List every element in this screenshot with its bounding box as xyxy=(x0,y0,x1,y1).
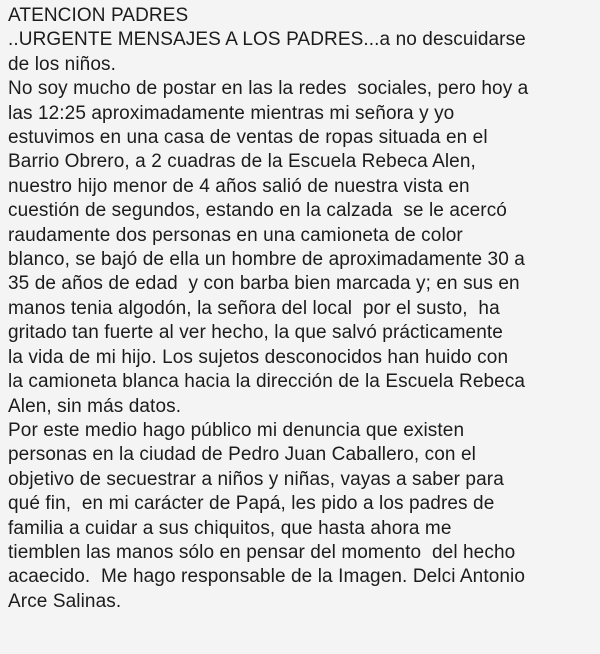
post-line: qué fin, en mi carácter de Papá, les pido a los padres de xyxy=(8,493,495,515)
post-line: tiemblen las manos sólo en pensar del momento del hecho xyxy=(8,541,516,563)
post-line: cuestión de segundos, estando en la calzada se le acercó xyxy=(8,200,507,222)
post-line: No soy mucho de postar en las la redes sociales, pero hoy a xyxy=(8,78,529,100)
post-line: blanco, se bajó de ella un hombre de aproximadamente 30 a xyxy=(8,249,525,271)
post-line: 35 de años de edad y con barba bien marcada y; en sus en xyxy=(8,273,520,295)
post-line: la vida de mi hijo. Los sujetos desconocidos han huido con xyxy=(8,346,509,368)
post-line: gritado tan fuerte al ver hecho, la que salvó prácticamente xyxy=(8,322,503,344)
post-line: de los niños. xyxy=(8,53,116,75)
post-line: manos tenia algodón, la señora del local por el susto, ha xyxy=(8,297,500,319)
post-line: nuestro hijo menor de 4 años salió de nuestra vista en xyxy=(8,175,470,197)
post-line: Alen, sin más datos. xyxy=(8,395,182,417)
post-line: ..URGENTE MENSAJES A LOS PADRES...a no descuidarse xyxy=(8,29,526,51)
post-line: Barrio Obrero, a 2 cuadras de la Escuela Rebeca Alen, xyxy=(8,151,476,173)
post-signature: Arce Salinas. xyxy=(8,590,122,612)
post-line: Por este medio hago público mi denuncia que existen xyxy=(8,419,465,441)
post-line: las 12:25 aproximadamente mientras mi señora y yo xyxy=(8,102,455,124)
post-line: la camioneta blanca hacia la dirección de la Escuela Rebeca xyxy=(8,371,526,393)
post-line: acaecido. Me hago responsable de la Imagen. Delci Antonio xyxy=(8,566,526,588)
post-line: estuvimos en una casa de ventas de ropas situada en el xyxy=(8,127,488,149)
post-line: personas en la ciudad de Pedro Juan Caballero, con el xyxy=(8,444,476,466)
post-line: raudamente dos personas en una camioneta de color xyxy=(8,224,463,246)
post-line: objetivo de secuestrar a niños y niñas, vayas a saber para xyxy=(8,468,504,490)
post-heading: ATENCION PADRES xyxy=(8,5,189,26)
post-line: familia a cuidar a sus chiquitos, que hasta ahora me xyxy=(8,517,452,539)
